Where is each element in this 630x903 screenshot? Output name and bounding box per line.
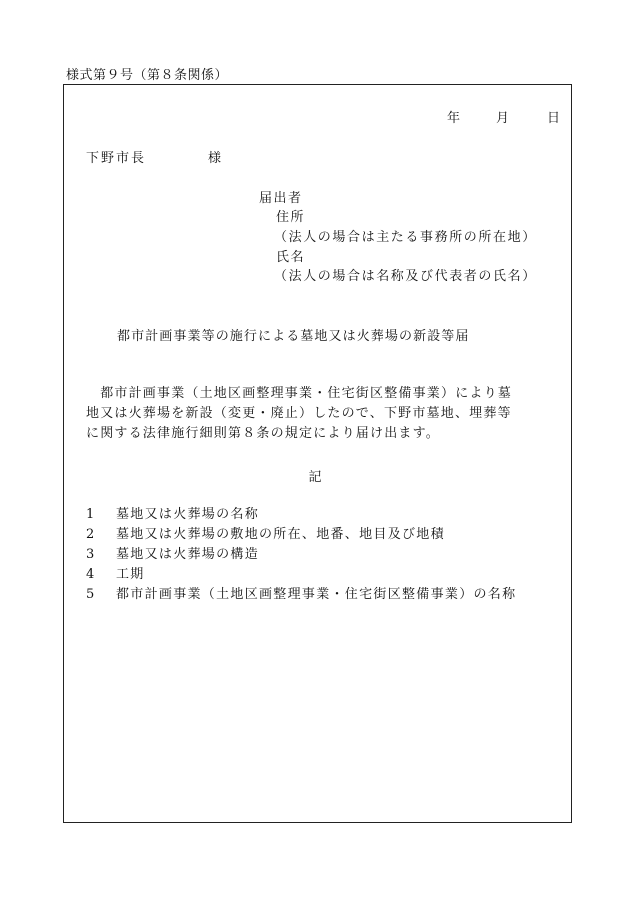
- list-item: [86, 585, 516, 605]
- item-number: 1: [86, 507, 95, 522]
- item-number: 2: [86, 527, 95, 542]
- document-title: 都市計画事業等の施行による墓地又は火葬場の新設等届: [117, 329, 470, 344]
- name-label: 氏名: [276, 250, 306, 265]
- list-item: [86, 505, 516, 525]
- ki-heading: 記: [308, 470, 322, 485]
- form-number: 様式第９号（第８条関係）: [66, 68, 229, 83]
- date-row: [447, 107, 560, 126]
- form-frame: [63, 84, 572, 823]
- item-number: 3: [86, 547, 95, 562]
- list-item: [86, 545, 516, 565]
- list-item: [86, 525, 516, 545]
- item-text: 工期: [116, 567, 145, 582]
- date-year-label: 年: [446, 111, 460, 126]
- item-list: [86, 505, 516, 605]
- body-line: 都市計画事業（土地区画整理事業・住宅街区整備事業）により墓: [86, 386, 513, 401]
- item-text: 墓地又は火葬場の構造: [116, 547, 260, 562]
- filer-label: 届出者: [259, 191, 303, 206]
- item-number: 4: [86, 567, 95, 582]
- item-text: 都市計画事業（土地区画整理事業・住宅街区整備事業）の名称: [116, 587, 517, 602]
- date-day-label: 日: [546, 111, 560, 126]
- recipient: [86, 147, 221, 166]
- recipient-name: 下野市長: [86, 151, 147, 166]
- date-month-label: 月: [495, 111, 509, 126]
- name-note: （法人の場合は名称及び代表者の氏名）: [274, 269, 537, 284]
- list-item: [86, 565, 516, 585]
- body-paragraph: [86, 384, 566, 444]
- address-label: 住所: [276, 210, 306, 225]
- address-note: （法人の場合は主たる事務所の所在地）: [274, 230, 537, 245]
- item-number: 5: [86, 587, 95, 602]
- recipient-honorific: 様: [208, 151, 222, 166]
- body-line: に関する法律施行細則第８条の規定により届け出ます。: [86, 426, 440, 441]
- item-text: 墓地又は火葬場の敷地の所在、地番、地目及び地積: [116, 527, 445, 542]
- item-text: 墓地又は火葬場の名称: [116, 507, 260, 522]
- body-line: 地又は火葬場を新設（変更・廃止）したので、下野市墓地、埋葬等: [86, 406, 512, 421]
